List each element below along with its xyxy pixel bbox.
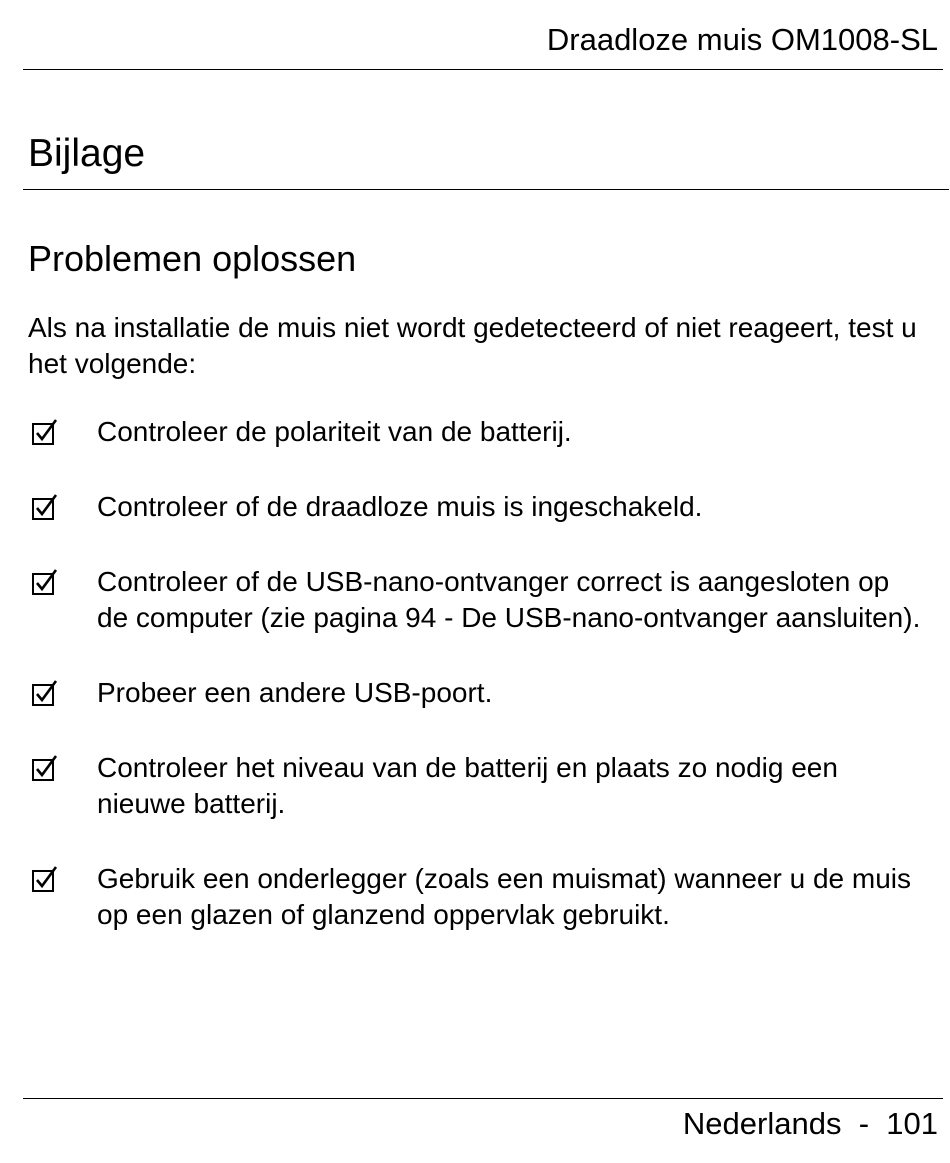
checked-box-icon <box>31 679 59 707</box>
checklist-item <box>28 564 928 636</box>
checklist-item <box>28 489 928 525</box>
header-divider <box>23 69 943 70</box>
chapter-divider <box>23 189 949 190</box>
checklist-item-text: Controleer de polariteit van de batterij. <box>97 416 572 447</box>
checked-box-icon <box>31 754 59 782</box>
page-footer <box>683 1104 938 1144</box>
troubleshooting-checklist <box>28 414 928 972</box>
running-header: Draadloze muis OM1008-SL <box>546 22 938 57</box>
footer-divider <box>23 1098 943 1099</box>
checklist-item-text: Gebruik een onderlegger (zoals een muismat) wanneer u de muis op een glazen of glanzend oppervlak gebruikt. <box>97 863 911 930</box>
chapter-title: Bijlage <box>28 132 146 175</box>
checklist-item <box>28 861 928 933</box>
checked-box-icon <box>31 418 59 446</box>
checklist-item-text: Controleer of de USB-nano-ontvanger correct is aangesloten op de computer (zie pagina 94 - De USB-nano-ontvanger aansluiten). <box>97 566 921 633</box>
checklist-item-text: Controleer het niveau van de batterij en plaats zo nodig een nieuwe batterij. <box>97 752 838 819</box>
checklist-item-text: Controleer of de draadloze muis is ingeschakeld. <box>97 491 703 522</box>
checklist-item <box>28 675 928 711</box>
footer-separator: - <box>858 1106 870 1141</box>
checked-box-icon <box>31 865 59 893</box>
page-number: 101 <box>886 1106 938 1141</box>
checked-box-icon <box>31 568 59 596</box>
intro-paragraph: Als na installatie de muis niet wordt gedetecteerd of niet reageert, test u het volgende: <box>28 312 917 379</box>
section-title: Problemen oplossen <box>28 238 357 279</box>
checklist-item <box>28 750 928 822</box>
checklist-item <box>28 414 928 450</box>
checklist-item-text: Probeer een andere USB-poort. <box>97 677 493 708</box>
footer-language: Nederlands <box>682 1106 842 1141</box>
checked-box-icon <box>31 493 59 521</box>
